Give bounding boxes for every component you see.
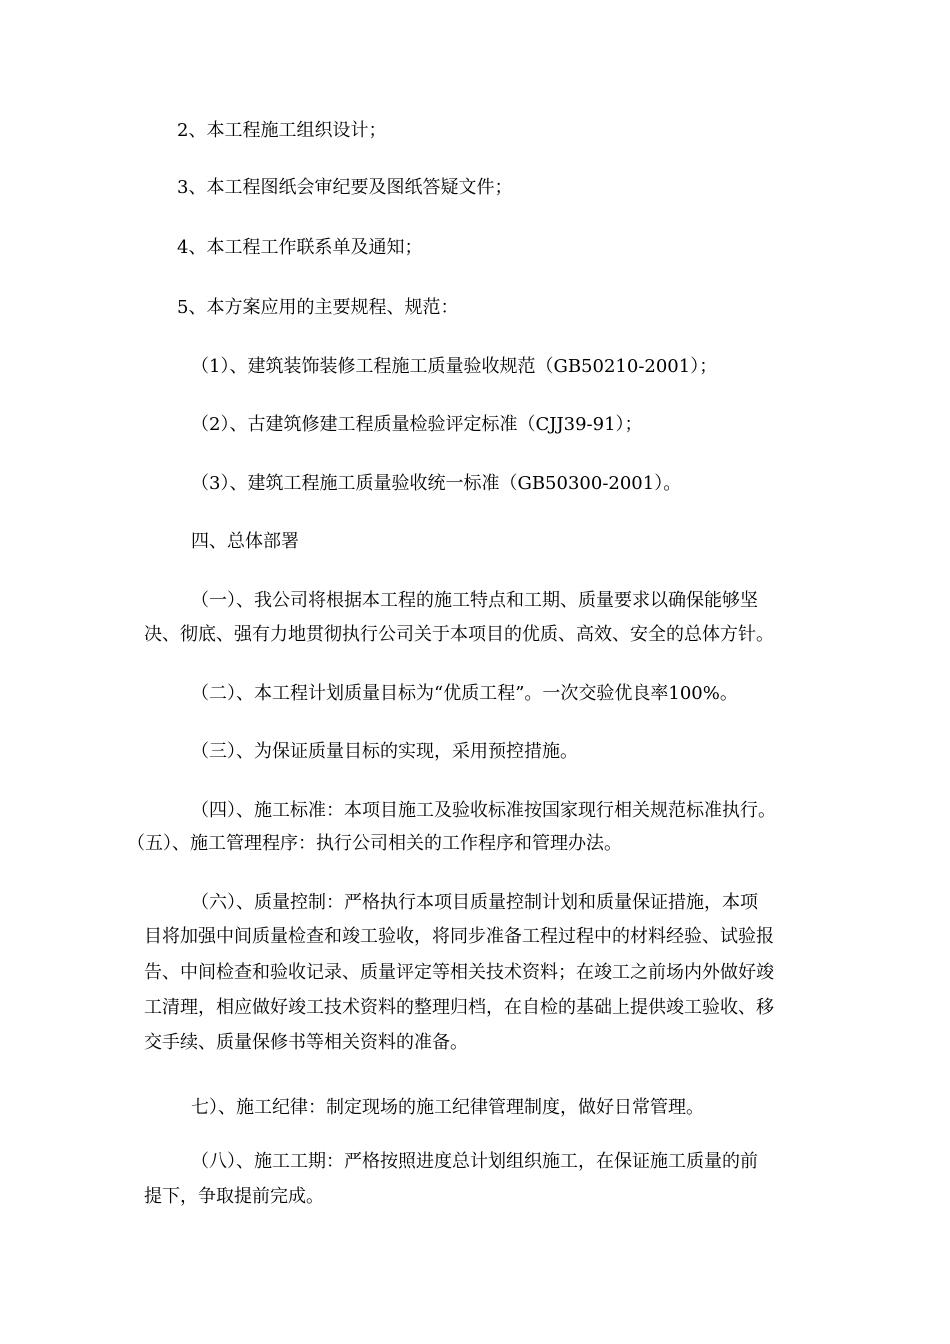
text-line: 5、本方案应用的主要规程、规范： [177, 297, 459, 318]
text-line: （2）、古建筑修建工程质量检验评定标准（CJJ39-91）； [191, 414, 643, 435]
section-heading: 四、总体部署 [191, 531, 299, 552]
text-line: 4、本工程工作联系单及通知； [177, 237, 423, 258]
text-line: 七）、施工纪律：制定现场的施工纪律管理制度，做好日常管理。 [191, 1097, 704, 1118]
text-line: 工清理，相应做好竣工技术资料的整理归档，在自检的基础上提供竣工验收、移 [144, 997, 774, 1018]
text-line: （三）、为保证质量目标的实现，采用预控措施。 [191, 741, 578, 762]
text-line: （八）、施工工期：严格按照进度总计划组织施工，在保证施工质量的前 [191, 1151, 758, 1172]
text-line: 决、彻底、强有力地贯彻执行公司关于本项目的优质、高效、安全的总体方针。 [144, 624, 774, 645]
text-line: （1）、建筑装饰装修工程施工质量验收规范（GB50210-2001）； [191, 356, 718, 377]
text-line: 告、中间检查和验收记录、质量评定等相关技术资料；在竣工之前场内外做好竣 [144, 962, 774, 983]
text-line: （四）、施工标准：本项目施工及验收标准按国家现行相关规范标准执行。 [191, 800, 776, 821]
text-line: （3）、建筑工程施工质量验收统一标准（GB50300-2001）。 [191, 473, 682, 494]
text-line: 提下，争取提前完成。 [144, 1186, 324, 1207]
text-line: （二）、本工程计划质量目标为“优质工程”。一次交验优良率100%。 [191, 683, 738, 704]
text-line: 目将加强中间质量检查和竣工验收，将同步准备工程过程中的材料经验、试验报 [144, 926, 774, 947]
text-line: 3、本工程图纸会审纪要及图纸答疑文件； [177, 177, 513, 198]
text-line: （一）、我公司将根据本工程的施工特点和工期、质量要求以确保能够坚 [191, 590, 758, 611]
text-line: 2、本工程施工组织设计； [177, 120, 387, 141]
text-line: （六）、质量控制：严格执行本项目质量控制计划和质量保证措施，本项 [191, 892, 758, 913]
text-line: 交手续、质量保修书等相关资料的准备。 [144, 1032, 468, 1053]
text-line: （五）、施工管理程序：执行公司相关的工作程序和管理办法。 [127, 833, 622, 854]
